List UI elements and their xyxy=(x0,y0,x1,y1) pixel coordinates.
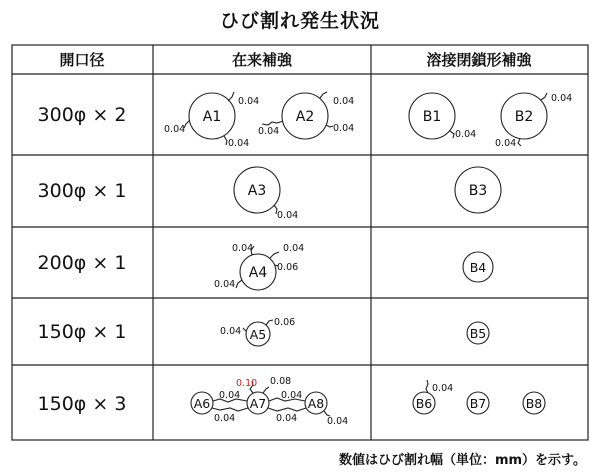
crack-width-a1-top-right: 0.04 xyxy=(238,96,260,107)
crack-width-a1-bottom-left: 0.04 xyxy=(164,124,186,135)
opening-b8-label: B8 xyxy=(525,396,543,411)
opening-a7 xyxy=(247,392,269,414)
opening-a1 xyxy=(189,93,235,139)
header-opening-diameter: 開口径 xyxy=(59,51,105,69)
crack-width-a1-bottom-right: 0.04 xyxy=(228,138,250,149)
opening-b2 xyxy=(501,93,547,139)
opening-a7-label: A7 xyxy=(249,396,267,411)
opening-b6 xyxy=(413,392,435,414)
crack-b6-top xyxy=(426,380,428,393)
crack-a6-a7-lower xyxy=(212,408,248,411)
crack-a5-left xyxy=(243,328,246,331)
opening-b8 xyxy=(523,392,545,414)
opening-a8 xyxy=(305,392,327,414)
opening-b4-label: B4 xyxy=(469,260,487,275)
opening-b4 xyxy=(463,252,493,282)
header-conventional: 在来補強 xyxy=(231,51,293,69)
opening-a6 xyxy=(191,392,213,414)
crack-width-b2-top-right: 0.04 xyxy=(551,93,573,104)
crack-a1-bottom-right xyxy=(224,136,227,145)
footnote-units: 数値はひび割れ幅（単位：mm）を示す。 xyxy=(338,453,586,468)
crack-width-a4-top-right: 0.04 xyxy=(283,243,305,254)
crack-width-b1-bottom: 0.04 xyxy=(455,129,477,140)
crack-width-a2-top-right: 0.04 xyxy=(333,96,355,107)
crack-a4-top-right xyxy=(270,252,279,258)
crack-width-a7-a8-upper: 0.04 xyxy=(281,390,303,401)
opening-b3-label: B3 xyxy=(468,183,488,199)
crack-a4-left xyxy=(236,280,242,288)
opening-a5-label: A5 xyxy=(249,327,267,342)
opening-a2-label: A2 xyxy=(295,109,315,125)
opening-b3 xyxy=(455,167,501,213)
opening-b6-label: B6 xyxy=(415,396,433,411)
crack-a7-top-right xyxy=(263,387,269,393)
crack-width-a4-left: 0.04 xyxy=(214,279,236,290)
crack-b2-bottom xyxy=(518,139,521,146)
crack-width-a2-right: 0.04 xyxy=(333,123,355,134)
crack-width-a7-top-right: 0.08 xyxy=(270,376,292,387)
row-size-4: 150φ × 1 xyxy=(37,321,127,343)
crack-a1-top-right xyxy=(228,92,234,101)
opening-a3 xyxy=(234,167,280,213)
opening-b7-label: B7 xyxy=(469,396,487,411)
crack-width-b6-top: 0.04 xyxy=(432,383,454,394)
crack-a5-top-right xyxy=(266,320,273,325)
opening-a3-label: A3 xyxy=(247,183,267,199)
crack-a2-top-right xyxy=(320,92,327,98)
crack-width-a7-top-left: 0.10 xyxy=(236,378,258,389)
crack-b2-top-right xyxy=(541,93,547,100)
crack-a2-bottom-left xyxy=(262,121,283,125)
opening-a1-label: A1 xyxy=(202,109,222,125)
opening-a4 xyxy=(240,254,276,290)
opening-a6-label: A6 xyxy=(193,396,211,411)
opening-a4-label: A4 xyxy=(248,265,268,281)
opening-a5 xyxy=(246,322,270,346)
opening-b7 xyxy=(467,392,489,414)
crack-width-a8-right: 0.04 xyxy=(327,416,349,427)
opening-a8-label: A8 xyxy=(307,396,325,411)
row-size-5: 150φ × 3 xyxy=(37,393,127,415)
crack-width-a6-a7-lower: 0.04 xyxy=(214,413,236,424)
opening-b1-label: B1 xyxy=(422,109,442,125)
opening-b5 xyxy=(467,322,489,344)
crack-width-a3-bottom: 0.04 xyxy=(277,210,299,221)
crack-width-b2-bottom: 0.04 xyxy=(495,138,517,149)
crack-width-a4-right: 0.06 xyxy=(277,262,299,273)
crack-a7-a8-lower xyxy=(268,408,306,411)
crack-width-a4-top-left: 0.04 xyxy=(232,243,254,254)
crack-width-a5-top-right: 0.06 xyxy=(274,317,296,328)
row-size-2: 300φ × 1 xyxy=(37,180,127,202)
opening-b5-label: B5 xyxy=(469,326,487,341)
row-size-1: 300φ × 2 xyxy=(37,104,127,126)
crack-width-a6-a7-upper: 0.04 xyxy=(219,390,241,401)
figure-title: ひび割れ発生状況 xyxy=(219,10,380,32)
crack-a2-right xyxy=(326,125,333,127)
opening-b2-label: B2 xyxy=(514,109,534,125)
opening-a2 xyxy=(282,93,328,139)
crack-width-a5-left: 0.04 xyxy=(220,326,242,337)
crack-b1-bottom xyxy=(450,131,454,138)
opening-b1 xyxy=(409,93,455,139)
crack-width-a7-a8-lower: 0.04 xyxy=(276,413,298,424)
row-size-3: 200φ × 1 xyxy=(37,252,127,274)
crack-width-a2-bottom-left: 0.04 xyxy=(258,126,280,137)
header-welded-closed: 溶接閉鎖形補強 xyxy=(426,51,532,69)
